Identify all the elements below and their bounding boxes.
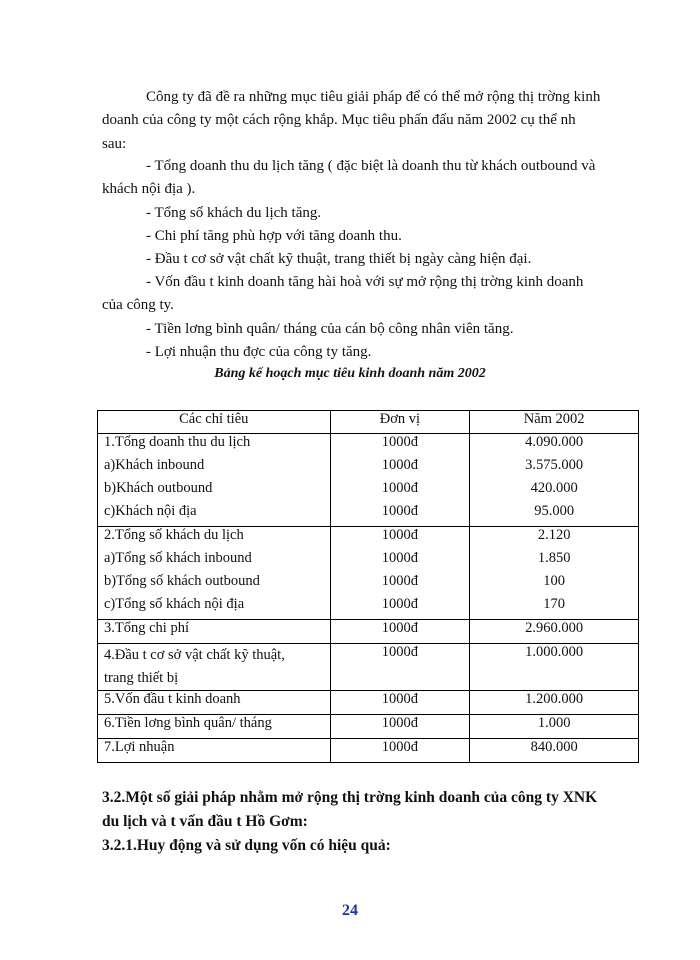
table-row — [98, 644, 639, 691]
bullet-capital — [102, 271, 638, 318]
section-heading-3-2-1: 3.2.1.Huy động và sử dụng vốn có hiệu quả: — [102, 837, 391, 854]
row-unit: 1000đ — [330, 503, 470, 527]
row-value: 420.000 — [470, 480, 639, 503]
header-unit: Đơn vị — [330, 411, 470, 434]
row-label-line-2: trang thiết bị — [104, 670, 179, 686]
row-label: 2.Tổng số khách du lịch — [98, 527, 331, 551]
row-value: 3.575.000 — [470, 457, 639, 480]
row-label-line-1: 4.Đầu t cơ sở vật chất kỹ thuật, — [104, 647, 285, 663]
table-row — [98, 596, 639, 620]
row-label: b)Khách outbound — [98, 480, 331, 503]
bullet-revenue — [102, 155, 638, 202]
bullet-profit: - Lợi nhuận thu đợc của công ty tăng. — [146, 344, 372, 360]
row-value: 1.000 — [470, 715, 639, 739]
business-plan-table — [97, 410, 639, 763]
row-value: 1.850 — [470, 550, 639, 573]
table-row — [98, 480, 639, 503]
page-number: 24 — [342, 902, 358, 919]
row-unit: 1000đ — [330, 457, 470, 480]
row-value: 100 — [470, 573, 639, 596]
row-unit: 1000đ — [330, 527, 470, 551]
row-unit: 1000đ — [330, 715, 470, 739]
intro-line-2: doanh của công ty một cách rộng khắp. Mục tiêu phấn đấu năm 2002 cụ thể nh — [102, 112, 576, 129]
row-unit: 1000đ — [330, 644, 470, 691]
row-unit: 1000đ — [330, 620, 470, 644]
row-label: c)Khách nội địa — [98, 503, 331, 527]
row-unit: 1000đ — [330, 596, 470, 620]
row-value: 2.120 — [470, 527, 639, 551]
bullet-salary: - Tiền lơng bình quân/ tháng của cán bộ công nhân viên tăng. — [146, 321, 514, 337]
row-label: 3.Tổng chi phí — [98, 620, 331, 644]
table-row — [98, 527, 639, 551]
table-row — [98, 434, 639, 458]
bullet-investment: - Đầu t cơ sở vật chất kỹ thuật, trang thiết bị ngày càng hiện đại. — [146, 251, 532, 267]
row-unit: 1000đ — [330, 739, 470, 763]
table-row — [98, 457, 639, 480]
row-label: 5.Vốn đầu t kinh doanh — [98, 691, 331, 715]
row-label: a)Khách inbound — [98, 457, 331, 480]
section-heading-line-2: du lịch và t vấn đầu t Hồ Gơm: — [102, 813, 308, 830]
section-heading-line-1: 3.2.Một số giải pháp nhằm mở rộng thị trờng kinh doanh của công ty XNK — [102, 789, 598, 806]
row-label: 6.Tiền lơng bình quân/ tháng — [98, 715, 331, 739]
row-label: 1.Tổng doanh thu du lịch — [98, 434, 331, 458]
row-label — [98, 644, 331, 691]
row-unit: 1000đ — [330, 434, 470, 458]
header-indicator: Các chỉ tiêu — [98, 411, 331, 434]
intro-paragraph — [102, 86, 638, 156]
table-caption: Bảng kế hoạch mục tiêu kinh doanh năm 2002 — [214, 366, 486, 381]
table-row — [98, 715, 639, 739]
row-label: a)Tổng số khách inbound — [98, 550, 331, 573]
bullet-revenue-line-2: khách nội địa ). — [102, 181, 196, 198]
row-value: 95.000 — [470, 503, 639, 527]
section-heading-3-2 — [102, 786, 642, 834]
row-value: 4.090.000 — [470, 434, 639, 458]
bullet-guests: - Tổng số khách du lịch tăng. — [146, 205, 322, 221]
bullet-costs: - Chi phí tăng phù hợp với tăng doanh thu. — [146, 228, 402, 244]
row-value: 1.000.000 — [470, 644, 639, 691]
row-value: 170 — [470, 596, 639, 620]
row-value: 840.000 — [470, 739, 639, 763]
row-value: 2.960.000 — [470, 620, 639, 644]
row-unit: 1000đ — [330, 550, 470, 573]
table-row — [98, 573, 639, 596]
row-label: 7.Lợi nhuận — [98, 739, 331, 763]
table-row — [98, 620, 639, 644]
bullet-capital-line-2: của công ty. — [102, 297, 174, 314]
row-label: c)Tổng số khách nội địa — [98, 596, 331, 620]
table-row — [98, 550, 639, 573]
intro-line-1: Công ty đã đề ra những mục tiêu giải pháp để có thể mở rộng thị trờng kinh — [146, 89, 601, 105]
table-row — [98, 691, 639, 715]
row-label: b)Tổng số khách outbound — [98, 573, 331, 596]
bullet-revenue-line-1: - Tổng doanh thu du lịch tăng ( đặc biệt là doanh thu từ khách outbound và — [146, 158, 596, 174]
table-header-row — [98, 411, 639, 434]
intro-line-3: sau: — [102, 135, 127, 152]
header-year: Năm 2002 — [470, 411, 639, 434]
bullet-capital-line-1: - Vốn đầu t kinh doanh tăng hài hoà với sự mở rộng thị trờng kinh doanh — [146, 274, 584, 290]
row-value: 1.200.000 — [470, 691, 639, 715]
table-row — [98, 739, 639, 763]
row-unit: 1000đ — [330, 691, 470, 715]
row-unit: 1000đ — [330, 573, 470, 596]
table-row — [98, 503, 639, 527]
row-unit: 1000đ — [330, 480, 470, 503]
